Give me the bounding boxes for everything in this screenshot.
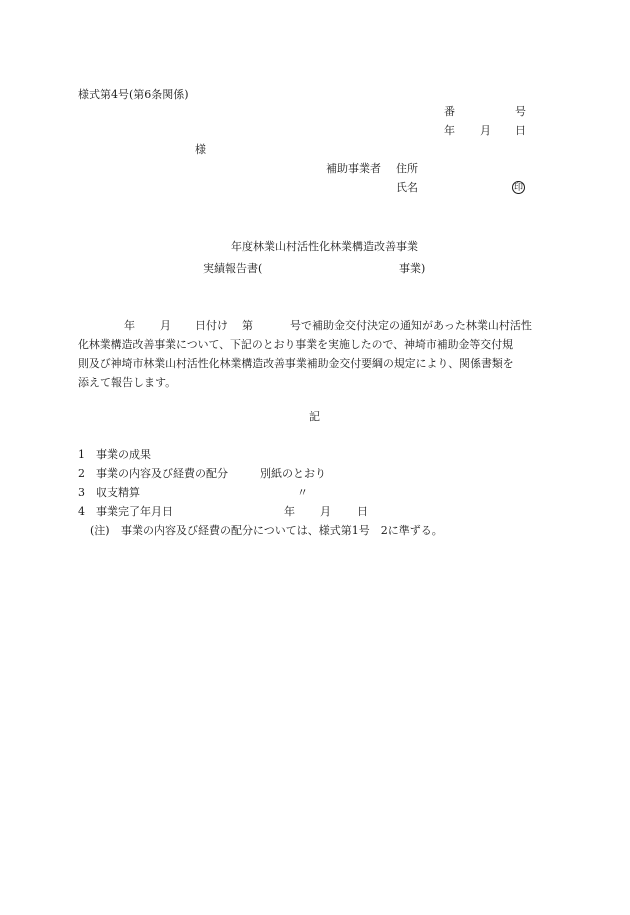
report-title-right: 事業) xyxy=(399,262,426,275)
body-dai: 第 xyxy=(242,319,253,332)
body-line1-rest: 号で補助金交付決定の通知があった林業山村活性 xyxy=(290,319,532,332)
footnote-mark: (注) xyxy=(90,524,110,537)
completion-month: 月 xyxy=(320,505,331,518)
report-title-left: 実績報告書( xyxy=(203,262,263,275)
body-year: 年 xyxy=(124,319,135,332)
ki-heading: 記 xyxy=(309,410,320,423)
item-1-label: 事業の成果 xyxy=(96,448,151,461)
seal-icon: 印 xyxy=(513,183,523,193)
item-3-label: 収支精算 xyxy=(96,486,140,499)
completion-year: 年 xyxy=(284,505,295,518)
item-4-label: 事業完了年月日 xyxy=(96,505,173,518)
addressee-suffix: 様 xyxy=(195,143,206,156)
date-month-label: 月 xyxy=(480,124,491,137)
name-label: 氏名 xyxy=(396,181,418,194)
body-month: 月 xyxy=(160,319,171,332)
document-title: 年度林業山村活性化林業構造改善事業 xyxy=(231,240,418,253)
ban-label: 番 xyxy=(444,105,455,118)
completion-day: 日 xyxy=(357,505,368,518)
seal-mark xyxy=(512,180,525,194)
form-number: 様式第4号(第6条関係) xyxy=(78,88,189,101)
item-2-note: 別紙のとおり xyxy=(260,467,326,480)
item-3-note: 〃 xyxy=(297,486,308,499)
body-line3: 則及び神埼市林業山村活性化林業構造改善事業補助金交付要綱の規定により、関係書類を xyxy=(78,357,514,370)
item-4-num: 4 xyxy=(78,505,85,518)
footnote-text: 事業の内容及び経費の配分については、様式第1号 2に準ずる。 xyxy=(121,524,443,537)
date-day-label: 日 xyxy=(515,124,526,137)
date-year-label: 年 xyxy=(444,124,455,137)
item-3-num: 3 xyxy=(78,486,85,499)
item-1-num: 1 xyxy=(78,448,85,461)
item-2-label: 事業の内容及び経費の配分 xyxy=(96,467,228,480)
body-line4: 添えて報告します。 xyxy=(78,376,177,389)
go-label: 号 xyxy=(515,105,526,118)
item-2-num: 2 xyxy=(78,467,85,480)
address-label: 住所 xyxy=(396,162,418,175)
body-line2: 化林業構造改善事業について、下記のとおり事業を実施したので、神埼市補助金等交付規 xyxy=(78,338,513,351)
applicant-label: 補助事業者 xyxy=(326,162,381,175)
body-date: 日付け xyxy=(195,319,228,332)
